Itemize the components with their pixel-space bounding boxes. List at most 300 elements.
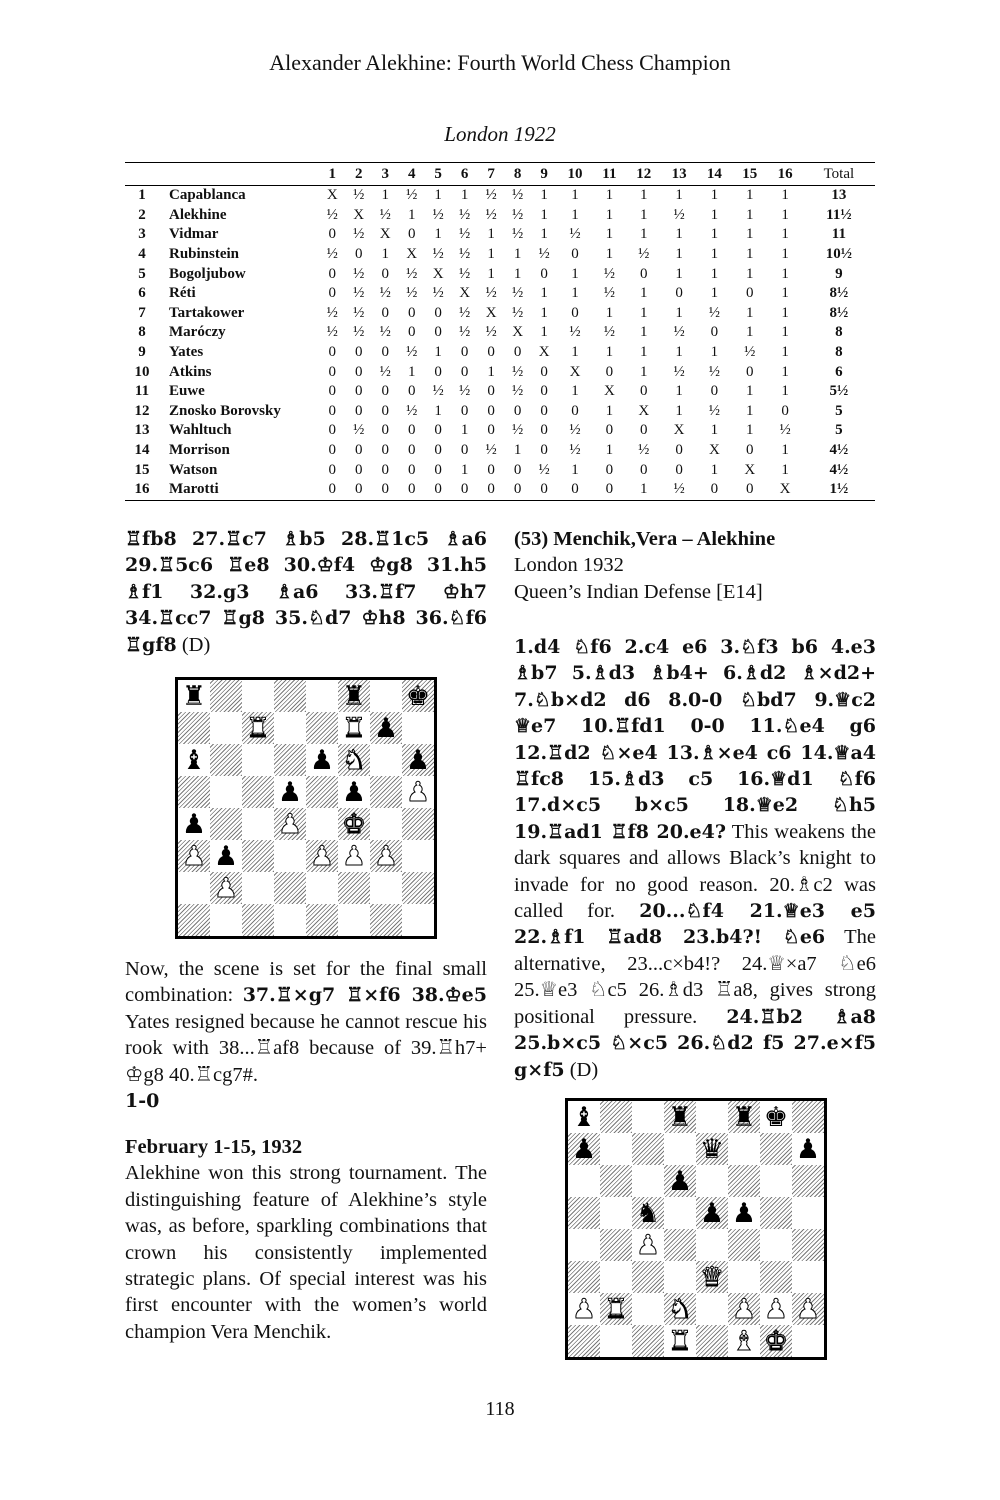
table-row	[125, 206, 875, 226]
result-cell: 0	[434, 363, 442, 380]
player-rank: 11	[134, 383, 150, 400]
result-cell: 1	[487, 265, 495, 282]
player-name: Wahltuch	[169, 422, 232, 439]
black-rook-icon: ♜	[731, 1101, 757, 1133]
result-cell: 0	[354, 344, 363, 361]
board-square	[600, 1197, 632, 1229]
result-cell: ½	[538, 246, 550, 263]
board-square	[792, 1165, 824, 1197]
board-square	[402, 872, 434, 904]
move-text: 37.♖×g7 ♖×f6 38.♔e5	[242, 984, 487, 1007]
result-cell: 0	[487, 422, 495, 439]
result-cell: 0	[460, 402, 469, 419]
result-cell: X	[538, 344, 550, 361]
result-cell: ½	[353, 226, 365, 243]
result-cell: 1	[710, 461, 719, 478]
result-cell: ½	[326, 304, 338, 321]
board-square	[792, 1197, 824, 1229]
result-cell: 0	[328, 442, 336, 459]
result-cell: 1	[571, 206, 579, 223]
result-cell: 1	[710, 344, 719, 361]
result-cell: ½	[459, 383, 471, 400]
board-square	[664, 1101, 696, 1133]
table-row	[125, 245, 875, 265]
result-cell: ½	[512, 187, 524, 204]
result-cell: 0	[354, 402, 363, 419]
board-square	[632, 1165, 664, 1197]
board-square	[178, 744, 210, 776]
board-square	[696, 1261, 728, 1293]
board-square	[306, 744, 338, 776]
result-cell: 1	[675, 304, 683, 321]
result-cell: 0	[328, 226, 336, 243]
result-cell: 0	[640, 383, 648, 400]
player-rank: 5	[138, 265, 146, 282]
black-rook-icon: ♜	[667, 1101, 693, 1133]
result-cell: X	[459, 285, 471, 302]
white-pawn-icon: ♟	[571, 1293, 597, 1325]
result-cell: 1	[460, 461, 469, 478]
column-header: 4	[398, 163, 424, 186]
result-cell: 1	[710, 187, 719, 204]
board-square	[370, 680, 402, 712]
result-cell: X	[744, 461, 756, 478]
result-cell: X	[708, 442, 720, 459]
result-cell: 0	[487, 402, 495, 419]
board-square	[274, 712, 306, 744]
result-cell: 0	[434, 324, 442, 341]
move-text: 20...♘f4 21.♕e3 e5 22.♗f1 ♖ad8 23.b4?! ♘e6	[514, 900, 876, 949]
result-cell: 0	[504, 480, 530, 500]
black-pawn-icon: ♟	[341, 776, 367, 808]
result-cell: ½	[326, 246, 338, 263]
board-square	[338, 744, 370, 776]
player-total: 5½	[829, 383, 849, 400]
player-rank: 15	[134, 461, 150, 478]
result-cell: 0	[407, 383, 416, 400]
board-square	[338, 680, 370, 712]
black-pawn-icon: ♟	[373, 712, 399, 744]
running-header: Alexander Alekhine: Fourth World Chess Champion	[269, 50, 731, 75]
board-square	[242, 872, 274, 904]
diagram-mark: (D)	[176, 633, 211, 656]
player-rank: 4	[138, 246, 146, 263]
white-pawn-icon: ♟	[309, 840, 335, 872]
board-square	[792, 1293, 824, 1325]
board-square	[274, 744, 306, 776]
player-rank: 14	[134, 442, 150, 459]
black-pawn-icon: ♟	[277, 776, 303, 808]
board-square	[274, 840, 306, 872]
result-cell: ½	[512, 363, 524, 380]
chess-diagram-yates	[175, 677, 437, 939]
column-header: 1	[319, 163, 345, 186]
black-pawn-icon: ♟	[667, 1165, 693, 1197]
board-square	[792, 1229, 824, 1261]
result-cell: 1	[640, 226, 648, 243]
board-square	[338, 840, 370, 872]
result-cell: 1	[781, 363, 789, 380]
result-cell: 0	[328, 383, 336, 400]
result-cell: 0	[781, 402, 789, 419]
board-square	[370, 776, 402, 808]
column-header: 15	[732, 163, 767, 186]
player-total: 11	[831, 226, 846, 243]
section-heading: February 1-15, 1932	[125, 1136, 303, 1158]
result-cell: 0	[605, 422, 614, 439]
board-square	[242, 904, 274, 936]
white-pawn-icon: ♟	[405, 776, 431, 808]
board-square	[338, 712, 370, 744]
result-cell: ½	[353, 187, 365, 204]
player-name: Alekhine	[169, 206, 227, 223]
result-cell: ½	[406, 187, 418, 204]
result-cell: 0	[540, 422, 548, 439]
black-rook-icon: ♜	[341, 680, 367, 712]
result-cell: 0	[354, 442, 363, 459]
board-square	[664, 1197, 696, 1229]
board-square	[600, 1133, 632, 1165]
result-cell: 1	[710, 285, 719, 302]
result-cell: 0	[328, 402, 336, 419]
result-cell: 1	[640, 304, 648, 321]
result-cell: ½	[569, 226, 581, 243]
result-cell: 1	[675, 246, 683, 263]
result-cell: ½	[406, 344, 418, 361]
player-total: 4½	[829, 461, 849, 478]
result-cell: 0	[328, 363, 336, 380]
result-cell: 0	[571, 402, 579, 419]
result-cell: 0	[381, 402, 389, 419]
result-cell: 1	[745, 246, 754, 263]
result-cell: 0	[425, 480, 451, 500]
column-header: 7	[478, 163, 504, 186]
board-square	[178, 904, 210, 936]
board-square	[792, 1325, 824, 1357]
result-cell: ½	[744, 344, 756, 361]
result-cell: 0	[697, 480, 732, 500]
player-rank: 6	[138, 285, 146, 302]
board-square	[696, 1229, 728, 1261]
player-name: Bogoljubow	[169, 265, 246, 282]
board-square	[210, 712, 242, 744]
black-knight-icon: ♞	[635, 1197, 661, 1229]
result-cell: 0	[571, 246, 579, 263]
result-cell: 0	[381, 383, 389, 400]
board-square	[632, 1325, 664, 1357]
result-cell: 1	[605, 246, 614, 263]
result-cell: 0	[407, 324, 416, 341]
board-square	[568, 1261, 600, 1293]
white-pawn-icon: ♟	[795, 1293, 821, 1325]
result-cell: 0	[407, 226, 416, 243]
section-text: Alekhine won this strong tournament. The distinguishing feature of Alekhine’s style was, as before, sparkling combinations that crown his consistently implemented strategic plans. Of special interest was his first encounter with the women’s world champion Vera Menchik.	[125, 1162, 487, 1343]
white-pawn-icon: ♟	[373, 840, 399, 872]
result-cell: 1	[540, 285, 548, 302]
white-pawn-icon: ♟	[635, 1229, 661, 1261]
column-header: 2	[345, 163, 371, 186]
section-block	[125, 1134, 487, 1345]
result-cell: 0	[640, 422, 648, 439]
board-square	[402, 840, 434, 872]
result-cell: 1	[605, 442, 614, 459]
right-game-text	[514, 634, 876, 1083]
result-cell: 0	[557, 480, 592, 500]
result-cell: 0	[487, 383, 495, 400]
board-square	[210, 776, 242, 808]
player-name: Atkins	[169, 363, 212, 380]
white-bishop-icon: ♝	[731, 1325, 757, 1357]
board-square	[338, 776, 370, 808]
board-square	[402, 904, 434, 936]
board-square	[242, 744, 274, 776]
board-square	[600, 1325, 632, 1357]
result-cell: ½	[512, 304, 524, 321]
result-cell: ½	[485, 187, 497, 204]
result-cell: 0	[540, 442, 548, 459]
result-cell: 1	[434, 187, 442, 204]
result-cell: 0	[398, 480, 424, 500]
board-square	[760, 1197, 792, 1229]
column-header: Total	[803, 163, 875, 186]
result-cell: 1	[640, 187, 648, 204]
table-row	[125, 382, 875, 402]
result-cell: 0	[372, 480, 398, 500]
result-cell: 1	[487, 363, 495, 380]
result-cell: 0	[675, 461, 683, 478]
board-square	[728, 1197, 760, 1229]
result-cell: 0	[513, 461, 522, 478]
game-heading: (53) Menchik,Vera – Alekhine	[514, 528, 776, 550]
result-cell: ½	[673, 324, 685, 341]
black-bishop-icon: ♝	[571, 1101, 597, 1133]
column-header: 9	[531, 163, 557, 186]
board-square	[210, 680, 242, 712]
result-cell: ½	[326, 206, 338, 223]
result-cell: ½	[708, 304, 721, 321]
player-total: 8	[835, 344, 843, 361]
result-cell: 0	[732, 480, 767, 500]
result-cell: ½	[459, 206, 471, 223]
result-cell: 1	[540, 324, 548, 341]
result-cell: 1	[710, 265, 719, 282]
player-rank: 12	[134, 402, 150, 419]
column-header: 11	[593, 163, 626, 186]
black-pawn-icon: ♟	[731, 1197, 757, 1229]
player-total: 8½	[829, 285, 849, 302]
result-cell: 1	[675, 265, 683, 282]
board-square	[728, 1293, 760, 1325]
move-text: ♖fb8 27.♖c7 ♗b5 28.♖1c5 ♗a6 29.♖5c6 ♖e8 30.♔f4 ♔g8 31.h5 ♗f1 32.g3 ♗a6 33.♖f7 ♔h7 34.♖cc7 ♖g8 35.♘d7 ♔h8 36.♘f6 ♖gf8	[125, 528, 487, 656]
table-row	[125, 284, 875, 304]
result-cell: 0	[328, 265, 336, 282]
result-cell: 1	[745, 304, 754, 321]
player-name: Rubinstein	[169, 246, 240, 263]
result-cell: ½	[538, 461, 550, 478]
board-square	[306, 712, 338, 744]
result-cell: 1	[605, 226, 614, 243]
board-square	[370, 904, 402, 936]
result-cell: 0	[540, 402, 548, 419]
table-row	[125, 402, 875, 422]
player-rank: 9	[138, 344, 146, 361]
player-name: Maróczy	[169, 324, 226, 341]
result-cell: 1	[540, 187, 548, 204]
result-cell: 1	[745, 383, 754, 400]
player-name: Morrison	[169, 442, 230, 459]
result-cell: 0	[540, 363, 548, 380]
result-cell: 1	[540, 304, 548, 321]
player-rank: 7	[138, 304, 146, 321]
white-pawn-icon: ♟	[341, 840, 367, 872]
result-cell: 0	[381, 461, 389, 478]
result-cell: X	[353, 206, 365, 223]
board-square	[664, 1133, 696, 1165]
result-cell: 1	[781, 265, 789, 282]
board-square	[178, 840, 210, 872]
white-rook-icon: ♜	[603, 1293, 629, 1325]
table-row	[125, 186, 875, 206]
board-square	[664, 1261, 696, 1293]
result-cell: 1	[710, 422, 719, 439]
result-cell: 0	[513, 402, 522, 419]
result-cell: ½	[432, 383, 444, 400]
result-cell: 0	[531, 480, 557, 500]
result-cell: 0	[460, 442, 469, 459]
board-square	[178, 776, 210, 808]
result-cell: ½	[459, 265, 471, 282]
result-cell: 0	[434, 461, 442, 478]
board-square	[402, 680, 434, 712]
result-cell: 0	[434, 304, 442, 321]
black-rook-icon: ♜	[181, 680, 207, 712]
player-rank: 10	[134, 363, 150, 380]
column-header: 12	[626, 163, 661, 186]
result-cell: 0	[460, 363, 469, 380]
name-col-header	[159, 163, 319, 186]
result-cell: 1	[781, 187, 789, 204]
result-cell: 0	[745, 442, 754, 459]
result-cell: ½	[432, 285, 444, 302]
result-cell: 0	[381, 422, 389, 439]
board-square	[728, 1101, 760, 1133]
result-cell: 1	[540, 226, 548, 243]
board-square	[728, 1133, 760, 1165]
board-square	[792, 1261, 824, 1293]
column-header: 3	[372, 163, 398, 186]
white-rook-icon: ♜	[667, 1325, 693, 1357]
player-rank: 3	[138, 226, 146, 243]
white-rook-icon: ♜	[341, 712, 367, 744]
result-cell: 1	[571, 187, 579, 204]
board-square	[306, 776, 338, 808]
player-rank: 8	[138, 324, 146, 341]
player-rank: 2	[138, 206, 146, 223]
table-row	[125, 304, 875, 324]
player-rank: 1	[138, 187, 146, 204]
board-square	[696, 1293, 728, 1325]
result-cell: 1	[781, 442, 789, 459]
board-square	[370, 808, 402, 840]
left-commentary	[125, 956, 487, 1114]
board-square	[370, 744, 402, 776]
result-cell: 0	[710, 324, 719, 341]
column-header: 8	[504, 163, 530, 186]
result-cell: 1	[781, 206, 789, 223]
result-cell: 0	[354, 383, 363, 400]
board-square	[728, 1229, 760, 1261]
board-square	[792, 1101, 824, 1133]
result-cell: 1	[675, 187, 683, 204]
move-text: 1.d4 ♘f6 2.c4 e6 3.♘f3 b6 4.e3 ♗b7 5.♗d3 ♗b4+ 6.♗d2 ♗×d2+ 7.♘b×d2 d6 8.0-0 ♘bd7 9.♕c2 ♕e7 10.♖fd1 0-0 11.♘e4 g6 12.♖d2 ♘×e4 13.♗×e4 c6 14.♕a4 ♖fc8 15.♗d3 c5 16.♕d1 ♘f6 17.d×c5 b×c5 18.♕e2 ♘h5 19.♖ad1 ♖f8 20.e4?	[514, 636, 876, 843]
result-cell: ½	[353, 422, 365, 439]
result-cell: 1	[745, 402, 754, 419]
board-square	[760, 1325, 792, 1357]
column-header: 5	[425, 163, 451, 186]
result-cell: ½	[459, 246, 471, 263]
board-square	[664, 1165, 696, 1197]
board-square	[696, 1325, 728, 1357]
board-square	[306, 904, 338, 936]
table-row	[125, 264, 875, 284]
result-cell: 1	[605, 402, 614, 419]
player-total: 11½	[826, 206, 852, 223]
result-cell: ½	[708, 363, 721, 380]
black-pawn-icon: ♟	[795, 1133, 821, 1165]
board-square	[306, 872, 338, 904]
result-cell: 1	[434, 226, 442, 243]
white-pawn-icon: ♟	[763, 1293, 789, 1325]
result-cell: 0	[328, 285, 336, 302]
result-cell: 1	[571, 285, 579, 302]
left-moves-1	[125, 526, 487, 658]
board-square	[306, 808, 338, 840]
result-cell: 0	[319, 480, 345, 500]
board-square	[760, 1229, 792, 1261]
table-row	[125, 362, 875, 382]
result-cell: 1	[381, 246, 389, 263]
result-cell: ½	[512, 383, 524, 400]
result-cell: 1	[710, 206, 719, 223]
black-pawn-icon: ♟	[405, 744, 431, 776]
result-cell: ½	[379, 206, 391, 223]
board-square	[178, 680, 210, 712]
result-cell: ½	[485, 442, 497, 459]
result-cell: ½	[569, 422, 581, 439]
result-cell: ½	[485, 324, 497, 341]
result-cell: X	[638, 402, 650, 419]
board-square	[568, 1229, 600, 1261]
result-cell: ½	[353, 265, 365, 282]
board-square	[274, 808, 306, 840]
result-cell: 1	[513, 265, 522, 282]
result-cell: ½	[603, 324, 616, 341]
result-cell: 0	[381, 442, 389, 459]
result-cell: ½	[603, 265, 616, 282]
result-cell: 1	[745, 226, 754, 243]
board-square	[760, 1101, 792, 1133]
white-king-icon: ♚	[763, 1325, 789, 1357]
board-square	[338, 872, 370, 904]
table-row	[125, 480, 875, 500]
result-cell: ½	[638, 246, 650, 263]
board-square	[306, 680, 338, 712]
player-rank: 16	[125, 480, 159, 500]
player-name: Marotti	[159, 480, 319, 500]
board-square	[306, 840, 338, 872]
black-bishop-icon: ♝	[181, 744, 207, 776]
result-cell: 0	[345, 480, 371, 500]
